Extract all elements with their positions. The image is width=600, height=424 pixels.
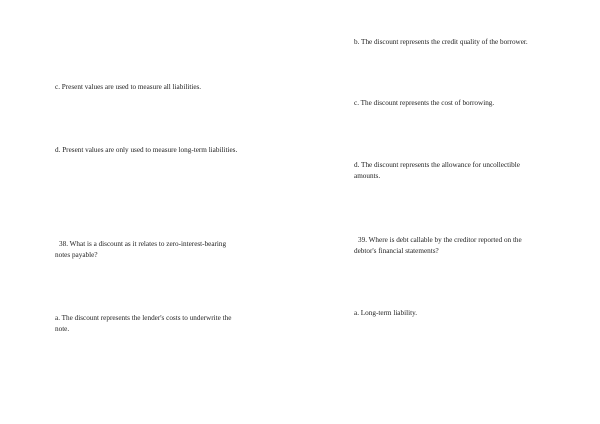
option-text: c. The discount represents the cost of borrowing.: [354, 99, 495, 107]
answer-option-a-lender-costs: [55, 313, 270, 335]
question-38: [55, 239, 270, 261]
question-text-line-2: notes payable?: [55, 251, 98, 259]
answer-option-d-allowance: [354, 160, 569, 182]
option-text-line-2: note.: [55, 325, 70, 333]
question-text-line-2: debtor's financial statements?: [354, 247, 439, 255]
answer-option-c-cost-of-borrowing: [354, 98, 569, 109]
question-text-line-1: 39. Where is debt callable by the creditor reported on the: [358, 236, 522, 244]
question-text-line-1: 38. What is a discount as it relates to zero-interest-bearing: [59, 240, 227, 248]
answer-option-c-present-values-all: [55, 82, 270, 93]
question-39: [354, 235, 569, 257]
option-text: c. Present values are used to measure all liabilities.: [55, 83, 202, 91]
option-text-line-2: amounts.: [354, 172, 381, 180]
option-text-line-1: d. The discount represents the allowance for uncollectible: [354, 161, 520, 169]
answer-option-a-long-term-liability: [354, 308, 569, 319]
option-text: a. Long-term liability.: [354, 309, 418, 317]
option-text-line-1: a. The discount represents the lender's costs to underwrite the: [55, 314, 232, 322]
answer-option-b-credit-quality: [354, 37, 569, 48]
option-text: d. Present values are only used to measure long-term liabilities.: [55, 146, 238, 154]
option-text: b. The discount represents the credit quality of the borrower.: [354, 38, 528, 46]
answer-option-d-present-values-long-term: [55, 145, 270, 156]
